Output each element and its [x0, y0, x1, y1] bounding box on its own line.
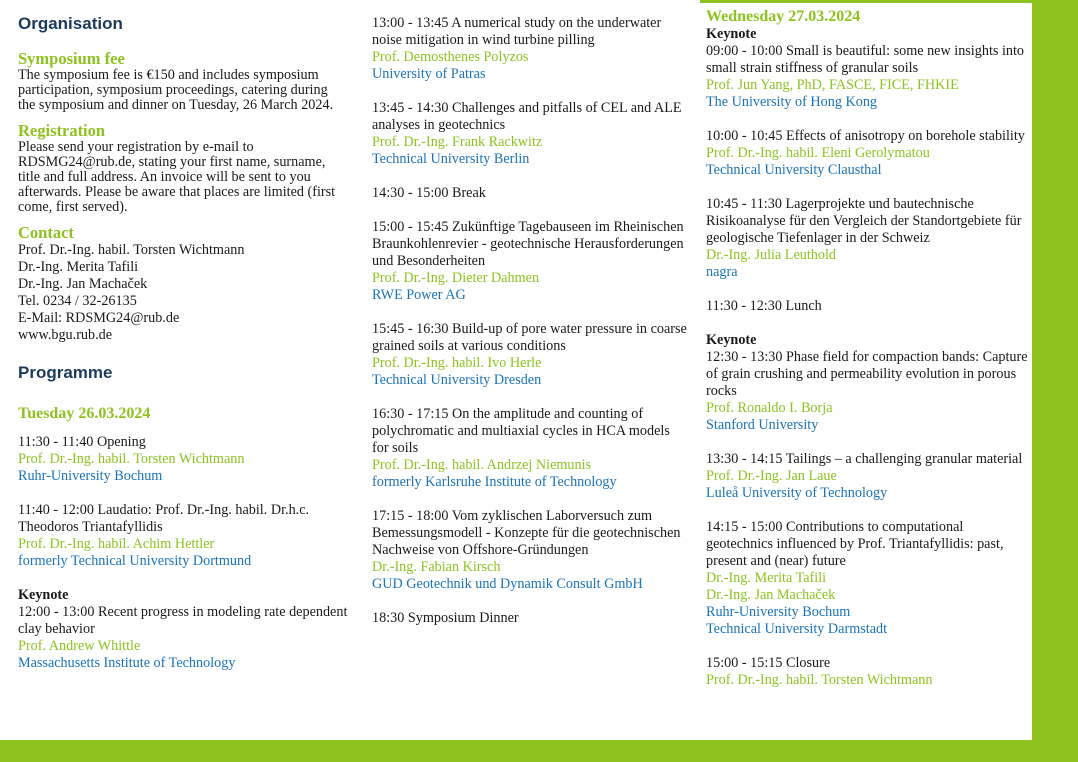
programme-entry — [18, 434, 348, 485]
programme-entry — [372, 508, 687, 593]
speaker-name: Prof. Dr.-Ing. habil. Andrzej Niemunis — [372, 457, 592, 473]
programme-entry — [706, 655, 1031, 689]
speaker-name: Dr.-Ing. Jan Machaček — [706, 587, 836, 603]
programme-entry — [372, 185, 687, 202]
session-title: 12:30 - 13:30 Phase field for compaction bands: Capture of grain crushing and permeability evolution in porous rocks — [706, 349, 1028, 399]
column-tuesday-afternoon — [372, 15, 687, 627]
speaker-affiliation: GUD Geotechnik und Dynamik Consult GmbH — [372, 576, 643, 592]
programme-entry — [706, 519, 1031, 638]
programme-entry — [706, 128, 1031, 179]
speaker-affiliation: formerly Karlsruhe Institute of Technology — [372, 474, 617, 490]
speaker-name: Prof. Dr.-Ing. habil. Achim Hettler — [18, 536, 215, 552]
speaker-affiliation: Technical University Darmstadt — [706, 621, 888, 637]
green-bottom-band — [0, 740, 1078, 762]
speaker-name: Prof. Dr.-Ing. habil. Torsten Wichtmann — [706, 672, 933, 688]
contact-email[interactable]: E-Mail: RDSMG24@rub.de — [18, 310, 180, 326]
speaker-name: Prof. Dr.-Ing. Dieter Dahmen — [372, 270, 540, 286]
session-title: 11:30 - 11:40 Opening — [18, 434, 146, 450]
contact-block — [18, 242, 348, 344]
speaker-name: Prof. Dr.-Ing. Frank Rackwitz — [372, 134, 543, 150]
session-title: 14:30 - 15:00 Break — [372, 185, 486, 201]
contact-title: Contact — [18, 223, 74, 242]
session-title: 11:40 - 12:00 Laudatio: Prof. Dr.-Ing. habil. Dr.h.c. Theodoros Triantafyllidis — [18, 502, 310, 535]
speaker-name: Prof. Dr.-Ing. habil. Eleni Gerolymatou — [706, 145, 930, 161]
programme-entry — [372, 15, 687, 83]
speaker-affiliation: Ruhr-University Bochum — [706, 604, 851, 620]
programme-entry — [706, 298, 1031, 315]
session-title: 15:00 - 15:15 Closure — [706, 655, 831, 671]
programme-entry — [706, 451, 1031, 502]
speaker-affiliation: formerly Technical University Dortmund — [18, 553, 252, 569]
session-title: 13:00 - 13:45 A numerical study on the underwater noise mitigation in wind turbine pilling — [372, 15, 662, 48]
programme-entry — [372, 321, 687, 389]
registration-text: Please send your registration by e-mail to RDSMG24@rub.de, stating your first name, surname, title and full address. An invoice will be sent to you afterwards. Please be aware that places are limited (first come, first served). — [18, 139, 336, 215]
programme-heading: Programme — [18, 363, 113, 382]
speaker-affiliation: Ruhr-University Bochum — [18, 468, 163, 484]
programme-entry — [706, 26, 1031, 111]
session-title: 11:30 - 12:30 Lunch — [706, 298, 822, 314]
speaker-affiliation: The University of Hong Kong — [706, 94, 878, 110]
speaker-name: Prof. Andrew Whittle — [18, 638, 141, 654]
contact-line: Dr.-Ing. Jan Machaček — [18, 276, 148, 292]
registration-title: Registration — [18, 121, 106, 140]
speaker-affiliation: Technical University Berlin — [372, 151, 530, 167]
speaker-name: Prof. Dr.-Ing. Jan Laue — [706, 468, 837, 484]
speaker-name: Prof. Ronaldo I. Borja — [706, 400, 833, 416]
session-title: 12:00 - 13:00 Recent progress in modeling rate dependent clay behavior — [18, 604, 348, 637]
tuesday-date: Tuesday 26.03.2024 — [18, 405, 151, 422]
speaker-affiliation: University of Patras — [372, 66, 486, 82]
speaker-affiliation: Technical University Dresden — [372, 372, 542, 388]
session-title: 13:30 - 14:15 Tailings – a challenging granular material — [706, 451, 1023, 467]
wednesday-schedule — [706, 26, 1031, 689]
session-title: 10:45 - 11:30 Lagerprojekte und bautechnische Risikoanalyse für den Vergleich der Standortgebiete für geologische Tiefenlager in der Schweiz — [706, 196, 1022, 246]
tuesday-schedule-part1 — [18, 434, 348, 672]
programme-entry — [372, 219, 687, 304]
organisation-heading: Organisation — [18, 14, 123, 33]
session-title: 15:45 - 16:30 Build-up of pore water pressure in coarse grained soils at various conditions — [372, 321, 687, 354]
speaker-name: Prof. Dr.-Ing. habil. Ivo Herle — [372, 355, 542, 371]
speaker-affiliation: Stanford University — [706, 417, 819, 433]
fee-title: Symposium fee — [18, 49, 125, 68]
session-title: 15:00 - 15:45 Zukünftige Tagebauseen im Rheinischen Braunkohlenrevier - geotechnische Herausforderungen und Besonderheiten — [372, 219, 684, 269]
tuesday-schedule-part2 — [372, 15, 687, 627]
speaker-affiliation: Luleå University of Technology — [706, 485, 888, 501]
keynote-label: Keynote — [706, 26, 757, 42]
column-organisation — [18, 0, 348, 672]
speaker-affiliation: RWE Power AG — [372, 287, 466, 303]
session-title: 13:45 - 14:30 Challenges and pitfalls of CEL and ALE analyses in geotechnics — [372, 100, 682, 133]
keynote-label: Keynote — [706, 332, 757, 348]
contact-phone: Tel. 0234 / 32-26135 — [18, 293, 137, 309]
programme-entry — [372, 100, 687, 168]
session-title: 10:00 - 10:45 Effects of anisotropy on borehole stability — [706, 128, 1025, 144]
contact-line: Dr.-Ing. Merita Tafili — [18, 259, 139, 275]
speaker-affiliation: Technical University Clausthal — [706, 162, 882, 178]
session-title: 17:15 - 18:00 Vom zyklischen Laborversuch zum Bemessungsmodell - Konzepte für die geotechnischen Nachweise von Offshore-Gründungen — [372, 508, 681, 558]
speaker-name: Dr.-Ing. Fabian Kirsch — [372, 559, 501, 575]
programme-entry — [18, 587, 348, 672]
speaker-name: Dr.-Ing. Merita Tafili — [706, 570, 827, 586]
programme-entry — [18, 502, 348, 570]
green-side-band — [1032, 0, 1078, 762]
session-title: 14:15 - 15:00 Contributions to computational geotechnics influenced by Prof. Triantafyllidis: past, present and (near) future — [706, 519, 1004, 569]
keynote-label: Keynote — [18, 587, 69, 603]
session-title: 18:30 Symposium Dinner — [372, 610, 519, 626]
speaker-affiliation: nagra — [706, 264, 738, 280]
session-title: 16:30 - 17:15 On the amplitude and counting of polychromatic and multiaxial cycles in HCA models for soils — [372, 406, 670, 456]
programme-entry — [372, 610, 687, 627]
programme-entry — [372, 406, 687, 491]
speaker-affiliation: Massachusetts Institute of Technology — [18, 655, 236, 671]
programme-entry — [706, 196, 1031, 281]
contact-website[interactable]: www.bgu.rub.de — [18, 327, 113, 343]
programme-entry — [706, 332, 1031, 434]
session-title: 09:00 - 10:00 Small is beautiful: some new insights into small strain stiffness of granular soils — [706, 43, 1025, 76]
wednesday-date: Wednesday 27.03.2024 — [706, 8, 861, 25]
fee-text: The symposium fee is €150 and includes symposium participation, symposium proceedings, catering during the symposium and dinner on Tuesday, 26 March 2024. — [18, 67, 334, 113]
speaker-name: Prof. Dr.-Ing. habil. Torsten Wichtmann — [18, 451, 245, 467]
column-wednesday — [706, 0, 1031, 689]
speaker-name: Dr.-Ing. Julia Leuthold — [706, 247, 837, 263]
speaker-name: Prof. Jun Yang, PhD, FASCE, FICE, FHKIE — [706, 77, 959, 93]
contact-line: Prof. Dr.-Ing. habil. Torsten Wichtmann — [18, 242, 245, 258]
speaker-name: Prof. Demosthenes Polyzos — [372, 49, 529, 65]
